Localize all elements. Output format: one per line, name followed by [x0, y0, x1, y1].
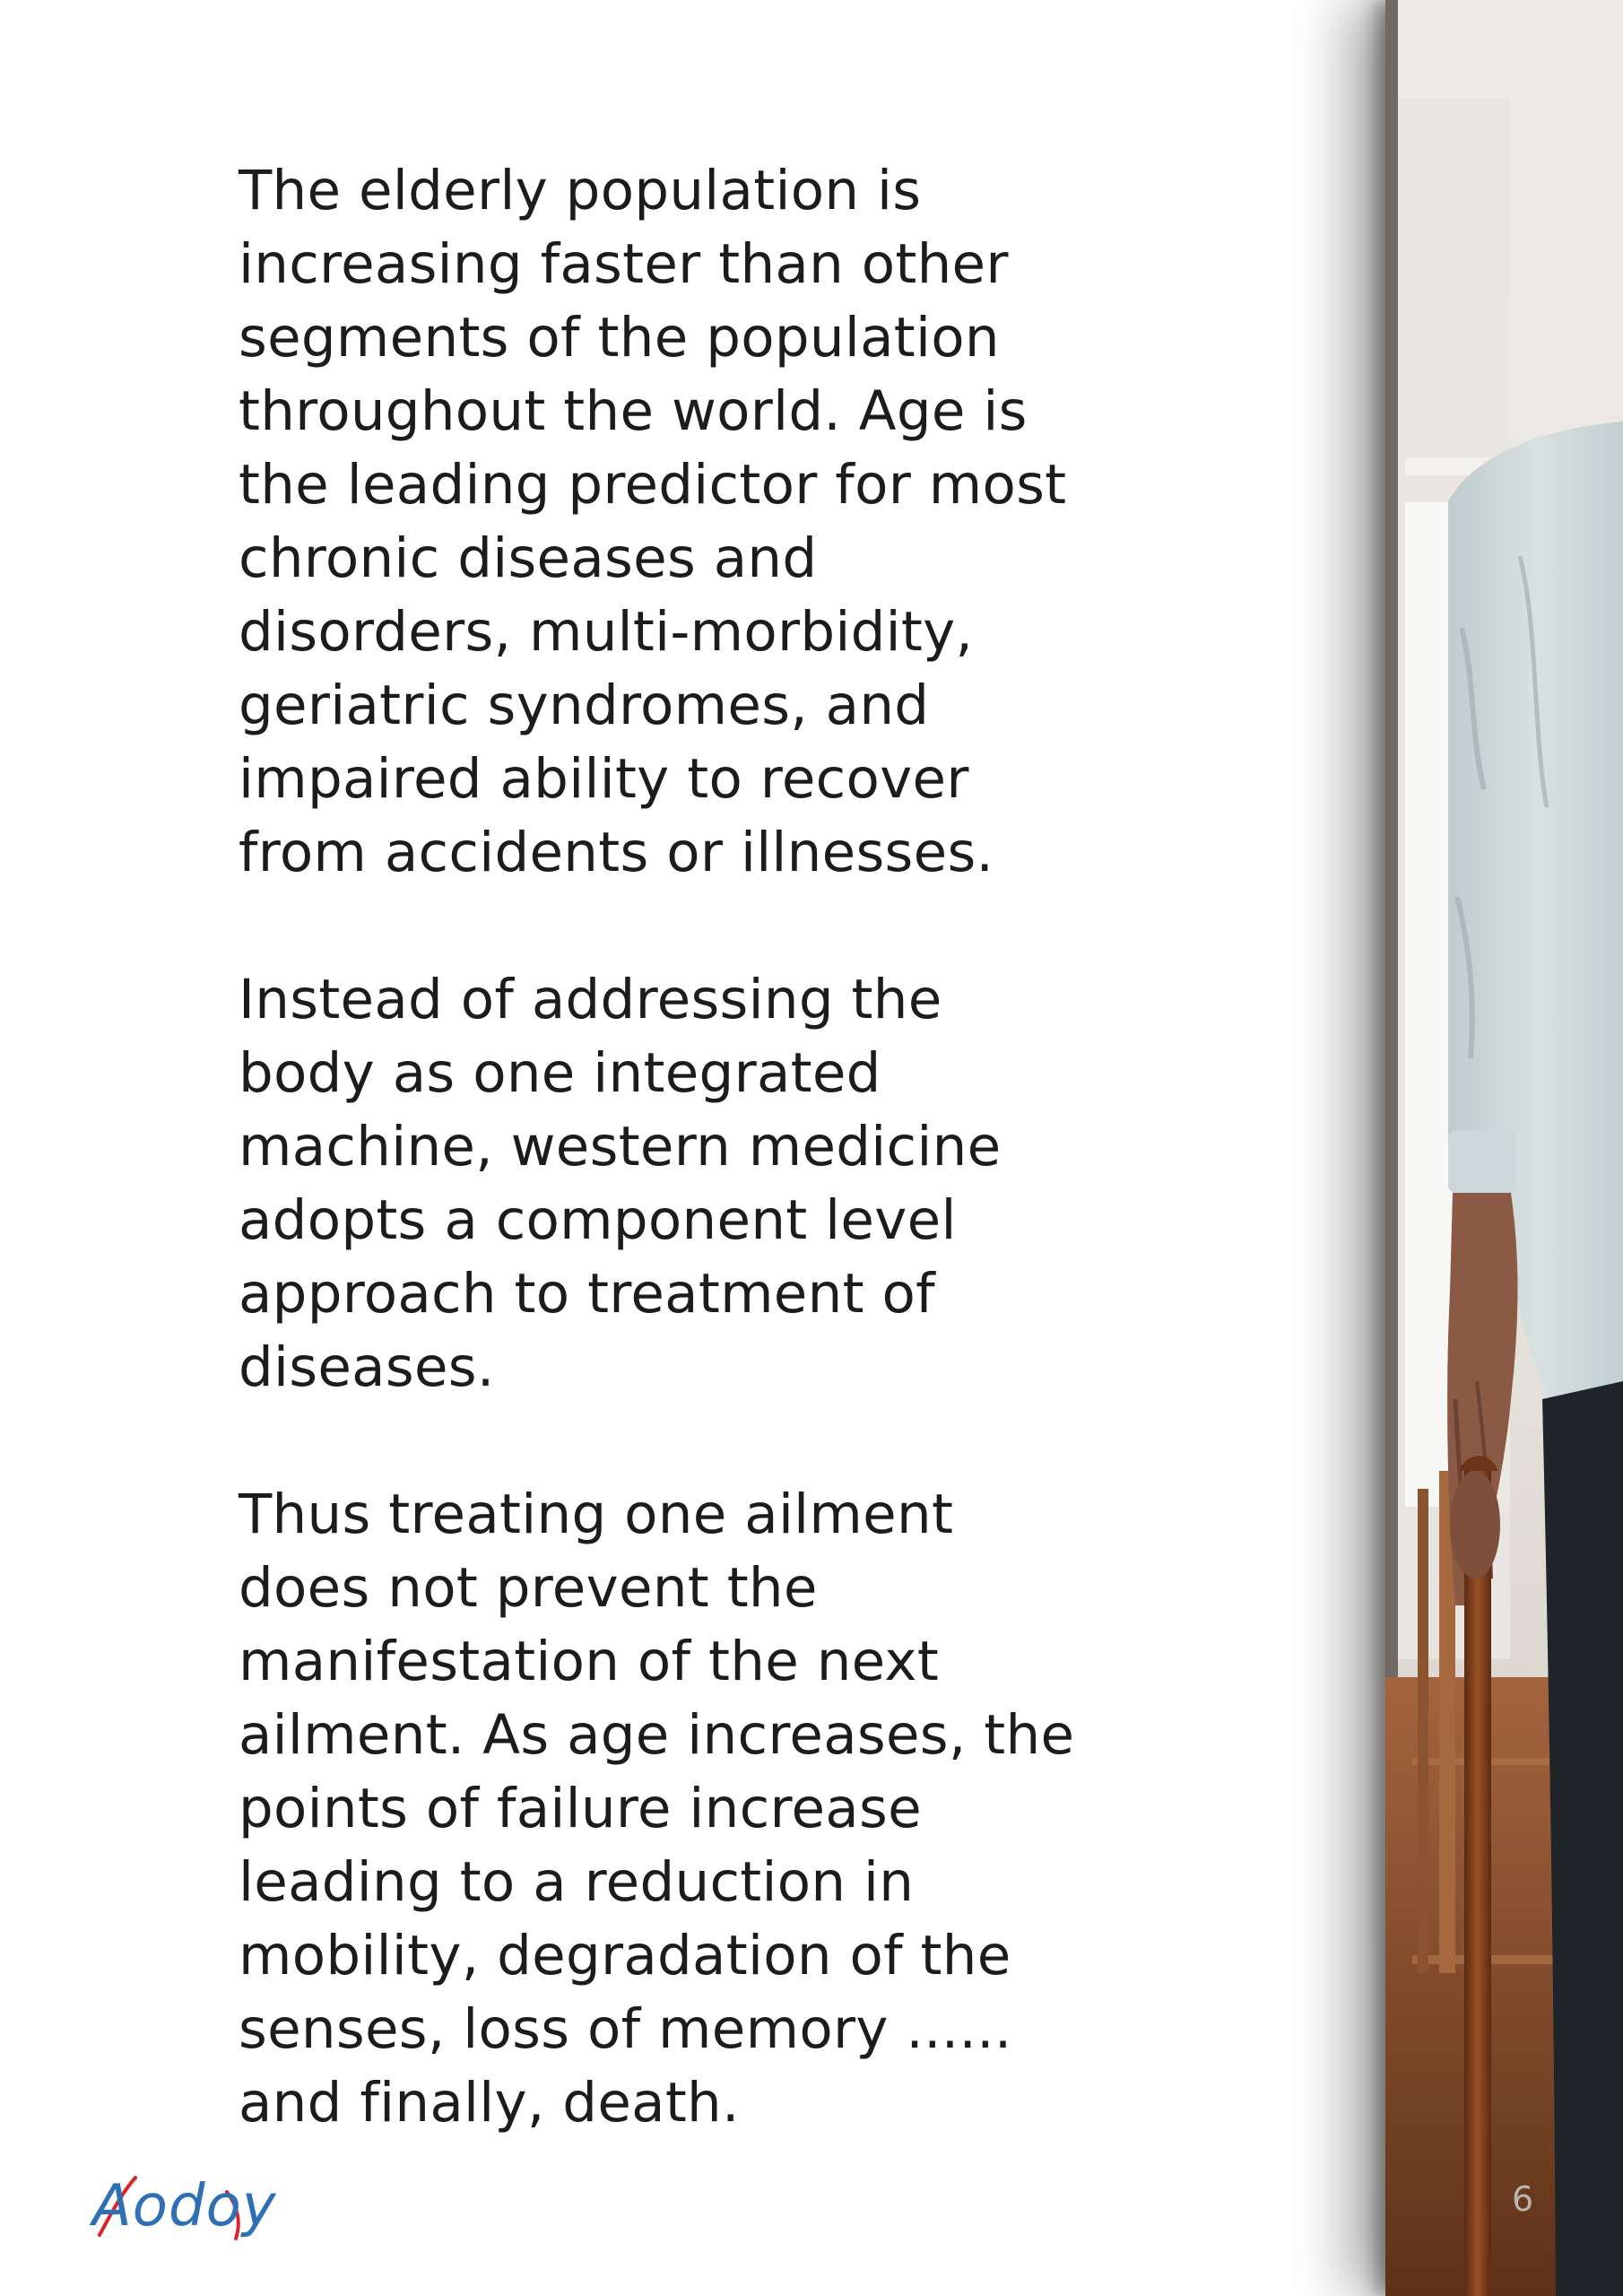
elderly-man-photo	[1385, 0, 1623, 2296]
logo-wordmark: Aodoy	[92, 2173, 277, 2239]
aodoy-logo	[92, 2170, 277, 2242]
body-text	[239, 154, 1153, 2140]
page-number: 6	[1512, 2179, 1534, 2219]
paragraph-1: The elderly population is increasing faster than other segments of the population throughout the world. Age is the leading predictor for most chronic diseases and disorders, multi-morbidity, geriatric syndromes, and impaired ability to recover from accidents or illnesses.	[239, 159, 1067, 884]
paragraph-2: Instead of addressing the body as one integrated machine, western medicine adopts a component level approach to treatment of diseases.	[239, 968, 1002, 1399]
paragraph-3: Thus treating one ailment does not prevent the manifestation of the next ailment. As age increases, the points of failure increase leading to a reduction in mobility, degradation of the senses, loss of memory ...... and finally, death.	[239, 1483, 1075, 2135]
